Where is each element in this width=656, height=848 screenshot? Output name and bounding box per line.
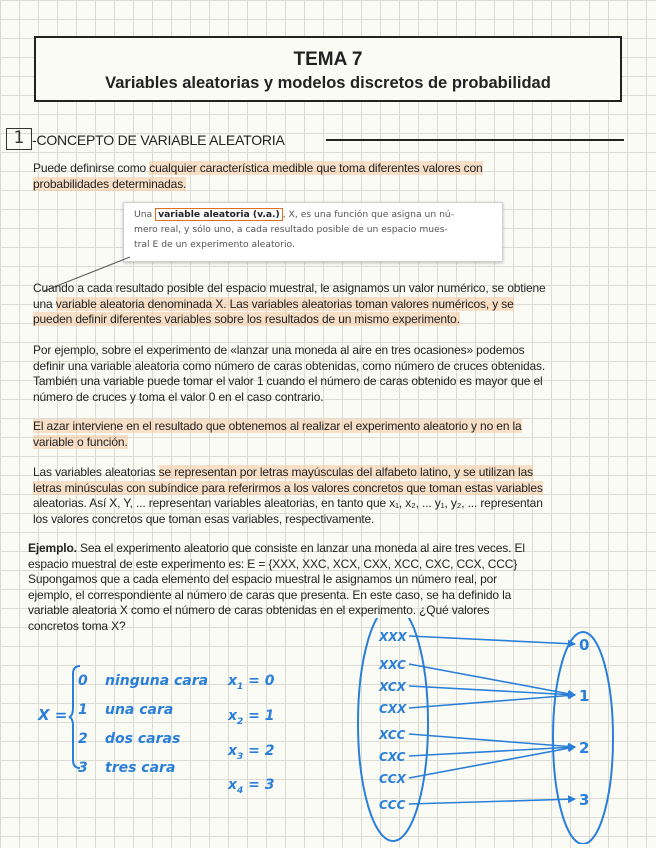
case-value: 2 (78, 731, 88, 747)
piecewise-labels (105, 667, 208, 783)
outcome-label: XXC (379, 658, 406, 672)
definition-box: Una variable aleatoria (v.a.) , X, es una función que asigna un nú- mero real, y sólo uno, a cada resultado posible de un espacio mues- tral E de un experimento aleatorio. (123, 202, 503, 262)
case-value: 1 (78, 702, 88, 718)
mapping-arrow (409, 636, 575, 644)
page-title: TEMA 7 (293, 49, 363, 70)
title-box (34, 36, 622, 102)
case-equation: $x_2 = 1$ (228, 707, 275, 727)
example-paragraph: Ejemplo. Sea el experimento aleatorio que consiste en lanzar una moneda al aire tres veces. El espacio muestral de este experimento es: E = {XXX, XXC, XCX, CXX, XCC, CXC, CCX, CCC} Supongamos que a cada elemento del espacio muestral le asignamos un número real, por ejemplo, el correspondiente al número de caras que presenta. En este caso, se ha definido la variable aleatoria X como el número de caras obtenidas en el experimento. ¿Qué valores concretos toma X? (28, 541, 525, 633)
case-value: 3 (78, 760, 88, 776)
case-equation: $x_4 = 3$ (228, 777, 275, 797)
case-label: dos caras (105, 731, 181, 747)
intro-paragraph: Puede definirse como cualquier característica medible que toma diferentes valores con probabilidades determinadas. (33, 161, 483, 191)
value-label: 1 (579, 687, 590, 705)
value-label: 0 (579, 636, 590, 654)
outcome-label: CXC (379, 750, 406, 764)
case-equations (228, 667, 275, 806)
section-title: -CONCEPTO DE VARIABLE ALEATORIA (32, 132, 285, 148)
mapping-diagram (355, 618, 635, 844)
case-label: ninguna cara (105, 673, 209, 689)
case-equation: $x_3 = 2$ (228, 742, 275, 762)
example-label: Ejemplo. (28, 541, 77, 555)
case-value: 0 (78, 673, 88, 689)
mapping-arrow (409, 799, 575, 804)
outcome-label: CXX (379, 702, 407, 716)
outcome-label: XCX (379, 680, 406, 694)
piecewise-values (78, 667, 88, 783)
outcome-label: XCC (379, 728, 406, 742)
case-label: una cara (105, 702, 174, 718)
piecewise-var: X = (38, 706, 68, 724)
case-equation: $x_1 = 0$ (228, 673, 275, 692)
outcome-label: CCC (379, 798, 406, 812)
outcome-label: XXX (379, 630, 407, 644)
range-ellipse (553, 632, 613, 844)
paragraph-4: Las variables aleatorias se representan por letras mayúsculas del alfabeto latino, y se utilizan las letras minúsculas con subíndice para referirmos a los valores concretos que toman estas variables aleatorias. Así X, Y, ... representan variables aleatorias, en tanto que x₁, x₂, ... y₁, y₂, ... representan los valores concretos que toman esas variables, respectivamente. (33, 465, 543, 526)
case-label: tres cara (105, 760, 176, 776)
value-label: 3 (579, 791, 590, 809)
mapping-arrow (409, 695, 575, 708)
definition-term: variable aleatoria (v.a.) (155, 208, 283, 221)
mapping-arrow (409, 734, 575, 747)
section-number: 1 (6, 128, 32, 150)
section-underline (326, 139, 624, 141)
paragraph-1: Cuando a cada resultado posible del espacio muestral, le asignamos un valor numérico, se obtiene una variable aleatoria denominada X. Las variables aleatorias toman valores numéricos, y se pueden definir diferentes variables sobre los resultados de un mismo experimento. (33, 281, 546, 326)
paragraph-3: El azar interviene en el resultado que obtenemos al realizar el experimento aleatorio y no en la variable o función. (33, 419, 522, 449)
outcome-label: CCX (379, 772, 406, 786)
value-label: 2 (579, 739, 590, 757)
page-subtitle: Variables aleatorias y modelos discretos de probabilidad (105, 74, 551, 92)
paragraph-2: Por ejemplo, sobre el experimento de «lanzar una moneda al aire en tres ocasiones» podemos definir una variable aleatoria como número de caras obtenidas, como número de cruces obtenidas. También una variable puede tomar el valor 1 cuando el número de caras obtenido es mayor que el número de cruces y toma el valor 0 en el caso contrario. (33, 343, 546, 404)
